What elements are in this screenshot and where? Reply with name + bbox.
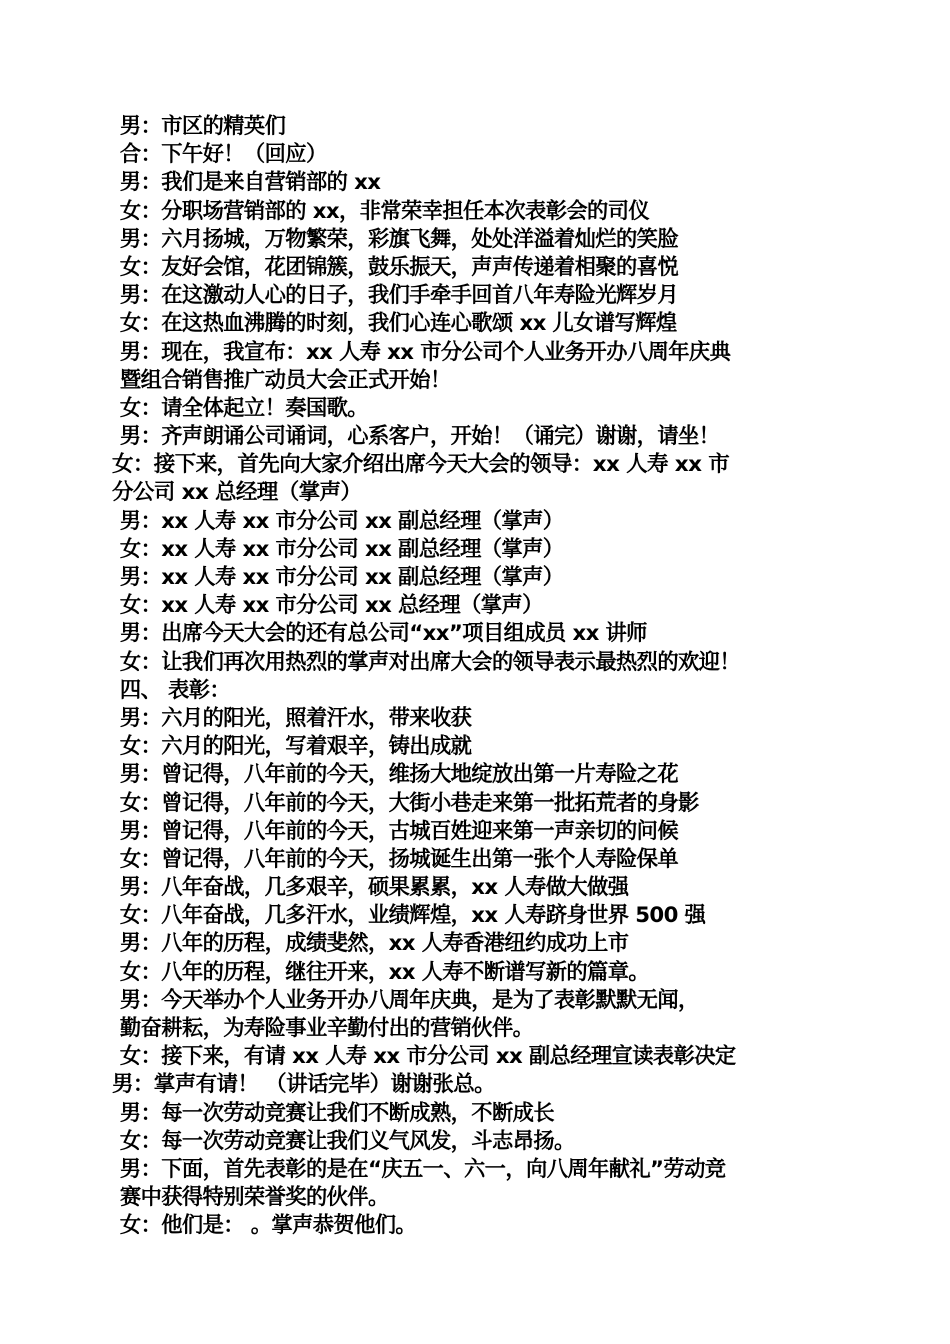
script-line: 男：曾记得，八年前的今天，古城百姓迎来第一声亲切的问候 xyxy=(119,818,679,844)
script-line: 分公司 xx 总经理（掌声） xyxy=(112,480,362,506)
script-line: 女：请全体起立！奏国歌。 xyxy=(119,395,368,421)
script-line: 男：市区的精英们 xyxy=(119,114,286,139)
script-line: 男：八年的历程，成绩斐然，xx 人寿香港纽约成功上市 xyxy=(119,931,629,957)
script-line: 男：现在，我宣布：xx 人寿 xx 市分公司个人业务开办八周年庆典 xyxy=(119,339,731,365)
script-line: 女：八年奋战，几多汗水，业绩辉煌，xx 人寿跻身世界 500 强 xyxy=(119,903,706,929)
script-line: 赛中获得特别荣誉奖的伙伴。 xyxy=(119,1185,389,1211)
script-line: 女：曾记得，八年前的今天，扬城诞生出第一张个人寿险保单 xyxy=(119,846,679,872)
script-line: 男：出席今天大会的还有总公司“xx”项目组成员 xx 讲师 xyxy=(119,621,647,647)
script-line: 男：六月扬城，万物繁荣，彩旗飞舞，处处洋溢着灿烂的笑脸 xyxy=(119,226,679,252)
script-line: 女：分职场营销部的 xx，非常荣幸担任本次表彰会的司仪 xyxy=(119,198,650,224)
script-line: 男：我们是来自营销部的 xx xyxy=(119,170,381,196)
script-line: 女：xx 人寿 xx 市分公司 xx 总经理（掌声） xyxy=(119,593,543,619)
script-line: 女：他们是： 。掌声恭贺他们。 xyxy=(119,1213,417,1239)
script-line: 女：友好会馆，花团锦簇，鼓乐振天，声声传递着相聚的喜悦 xyxy=(119,254,679,280)
script-line: 女：在这热血沸腾的时刻，我们心连心歌颂 xx 儿女谱写辉煌 xyxy=(119,311,677,337)
script-line: 男：六月的阳光，照着汗水，带来收获 xyxy=(119,705,472,731)
script-line: 女：六月的阳光，写着艰辛，铸出成就 xyxy=(119,734,472,760)
script-line: 男：在这激动人心的日子，我们手牵手回首八年寿险光辉岁月 xyxy=(119,283,679,309)
script-line: 女：让我们再次用热烈的掌声对出席大会的领导表示最热烈的欢迎！ xyxy=(119,649,741,675)
script-line: 男：xx 人寿 xx 市分公司 xx 副总经理（掌声） xyxy=(119,565,564,590)
script-line: 男：掌声有请！ （讲话完毕）谢谢张总。 xyxy=(112,1072,496,1098)
script-line: 女：接下来，首先向大家介绍出席今天大会的领导：xx 人寿 xx 市 xyxy=(112,452,730,478)
script-line: 男：xx 人寿 xx 市分公司 xx 副总经理（掌声） xyxy=(119,508,564,534)
script-line: 男：下面，首先表彰的是在“庆五一、六一，向八周年献礼”劳动竞 xyxy=(119,1156,726,1182)
script-line: 合：下午好！（回应） xyxy=(119,142,327,168)
script-line: 男：八年奋战，几多艰辛，硕果累累，xx 人寿做大做强 xyxy=(119,875,629,901)
script-line: 勤奋耕耘，为寿险事业辛勤付出的营销伙伴。 xyxy=(119,1016,534,1041)
script-line: 女：xx 人寿 xx 市分公司 xx 副总经理（掌声） xyxy=(119,536,564,562)
script-line: 男：齐声朗诵公司诵词，心系客户，开始！（诵完）谢谢，请坐！ xyxy=(119,424,720,450)
script-line: 男：曾记得，八年前的今天，维扬大地绽放出第一片寿险之花 xyxy=(119,762,679,788)
script-body xyxy=(112,113,852,1241)
script-line: 女：每一次劳动竞赛让我们义气风发，斗志昂扬。 xyxy=(119,1128,575,1154)
script-line: 男：每一次劳动竞赛让我们不断成熟，不断成长 xyxy=(119,1100,554,1126)
script-line: 女：八年的历程，继往开来，xx 人寿不断谱写新的篇章。 xyxy=(119,959,650,985)
script-line: 女：曾记得，八年前的今天，大街小巷走来第一批拓荒者的身影 xyxy=(119,790,699,816)
section-heading: 四、 表彰： xyxy=(119,677,231,703)
script-line: 暨组合销售推广动员大会正式开始！ xyxy=(119,367,451,393)
script-line: 女：接下来，有请 xx 人寿 xx 市分公司 xx 副总经理宣读表彰决定 xyxy=(119,1044,736,1070)
script-line: 男：今天举办个人业务开办八周年庆典，是为了表彰默默无闻， xyxy=(119,987,699,1013)
